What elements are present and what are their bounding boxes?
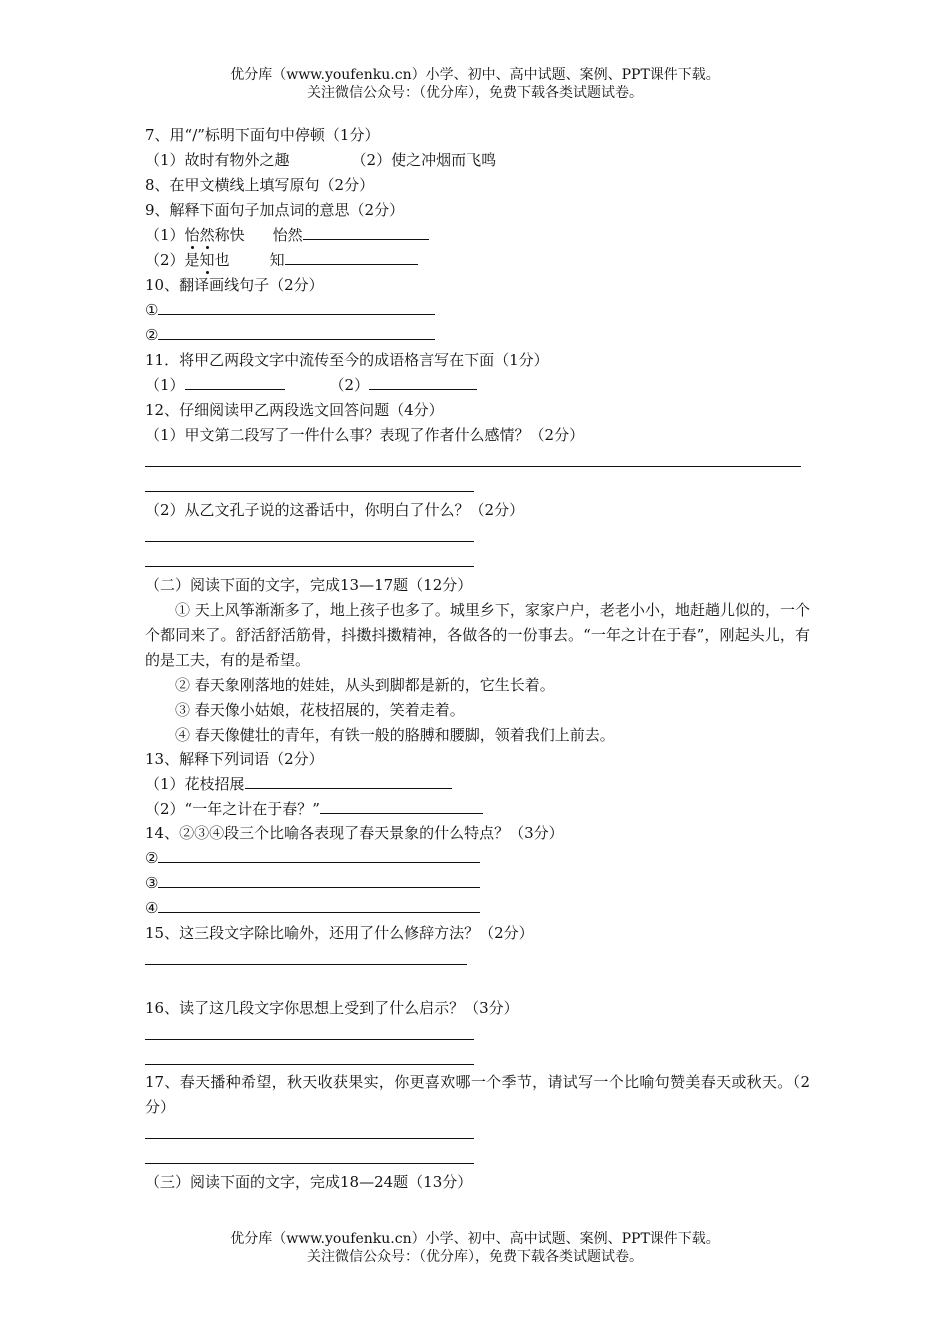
question-12-sub-2: （2）从乙文孔子说的这番话中，你明白了什么？（2分） <box>145 501 525 519</box>
page-footer-line1: 优分库（www.youfenku.cn）小学、初中、高中试题、案例、PPT课件下载。 <box>230 1231 720 1247</box>
question-12-sub-1: （1）甲文第二段写了一件什么事？表现了作者什么感情？（2分） <box>145 426 585 444</box>
question-14-line-3: ③ <box>145 873 480 893</box>
answer-blank[interactable] <box>185 375 285 390</box>
question-9-title: 9、解释下面句子加点词的意思（2分） <box>145 201 405 219</box>
answer-blank[interactable] <box>158 873 480 888</box>
answer-line[interactable] <box>145 1163 474 1164</box>
answer-blank[interactable] <box>303 225 429 240</box>
question-10-line-2: ② <box>145 325 435 345</box>
answer-blank[interactable] <box>158 300 435 315</box>
question-11-answers: （1） （2） <box>145 375 477 395</box>
answer-line[interactable] <box>145 1138 474 1139</box>
question-17-title: 17、春天播种希望，秋天收获果实，你更喜欢哪一个季节，请试写一个比喻句赞美春天或秋天。（2分） <box>145 1073 810 1116</box>
question-12-title: 12、仔细阅读甲乙两段选文回答问题（4分） <box>145 401 444 419</box>
question-10-title: 10、翻译画线句子（2分） <box>145 276 324 294</box>
question-7-title: 7、用“/”标明下面句中停顿（1分） <box>145 126 380 144</box>
passage-paragraph-2: ② 春天象刚落地的娃娃，从头到脚都是新的，它生长着。 <box>175 676 555 694</box>
page-header-line1: 优分库（www.youfenku.cn）小学、初中、高中试题、案例、PPT课件下载。 <box>230 67 720 83</box>
answer-line[interactable] <box>145 1064 474 1065</box>
question-14-title: 14、②③④段三个比喻各表现了春天景象的什么特点？（3分） <box>145 824 564 842</box>
dotted-char: 然 <box>199 226 215 244</box>
question-13-title: 13、解释下列词语（2分） <box>145 750 324 768</box>
dotted-char: 怡 <box>184 226 200 244</box>
question-9-item-1: （1）怡然称快 怡然 <box>145 225 429 245</box>
question-11-title: 11．将甲乙两段文字中流传至今的成语格言写在下面（1分） <box>145 351 549 369</box>
answer-line[interactable] <box>145 1039 474 1040</box>
question-16-title: 16、读了这几段文字你思想上受到了什么启示？（3分） <box>145 999 519 1017</box>
answer-blank[interactable] <box>158 325 435 340</box>
passage-paragraph-1: ① 天上风筝渐渐多了，地上孩子也多了。城里乡下，家家户户，老老小小，地赶趟儿似的，一个个都同来了。舒活舒活筋骨，抖擞抖擞精神，各做各的一份事去。“一年之计在于春”，刚起头儿，有的是工夫，有的是希望。 <box>145 601 810 669</box>
answer-line[interactable] <box>145 491 474 492</box>
question-14-line-4: ④ <box>145 898 480 918</box>
question-7-item-1: （1）故时有物外之趣 <box>145 151 290 169</box>
answer-blank[interactable] <box>245 774 452 789</box>
question-10-line-1: ① <box>145 300 435 320</box>
section-2-title: （二）阅读下面的文字，完成13—17题（12分） <box>145 576 473 594</box>
dotted-char: 知 <box>199 251 215 269</box>
question-7-item-2: （2）使之冲烟而飞鸣 <box>351 151 497 169</box>
question-14-line-2: ② <box>145 848 480 868</box>
answer-blank[interactable] <box>320 799 483 814</box>
section-3-title: （三）阅读下面的文字，完成18—24题（13分） <box>145 1173 473 1191</box>
passage-paragraph-4: ④ 春天像健壮的青年，有铁一般的胳膊和腰脚，领着我们上前去。 <box>175 726 615 744</box>
answer-blank[interactable] <box>285 250 418 265</box>
answer-line[interactable] <box>145 964 467 965</box>
answer-blank[interactable] <box>158 848 480 863</box>
answer-line[interactable] <box>145 566 474 567</box>
answer-line[interactable] <box>145 541 474 542</box>
question-13-item-2: （2）“一年之计在于春？” <box>145 799 483 819</box>
question-8-title: 8、在甲文横线上填写原句（2分） <box>145 176 375 194</box>
passage-paragraph-3: ③ 春天像小姑娘，花枝招展的，笑着走着。 <box>175 701 465 719</box>
answer-line[interactable] <box>145 466 801 467</box>
question-15-title: 15、这三段文字除比喻外，还用了什么修辞方法？（2分） <box>145 924 534 942</box>
page-header-line2: 关注微信公众号：（优分库），免费下载各类试题试卷。 <box>307 85 643 101</box>
answer-blank[interactable] <box>158 898 480 913</box>
answer-blank[interactable] <box>369 375 477 390</box>
question-9-item-2: （2）是知也 知 <box>145 250 418 270</box>
page-footer-line2: 关注微信公众号：（优分库），免费下载各类试题试卷。 <box>307 1249 643 1265</box>
question-7-items <box>145 150 496 170</box>
question-13-item-1: （1）花枝招展 <box>145 774 452 794</box>
